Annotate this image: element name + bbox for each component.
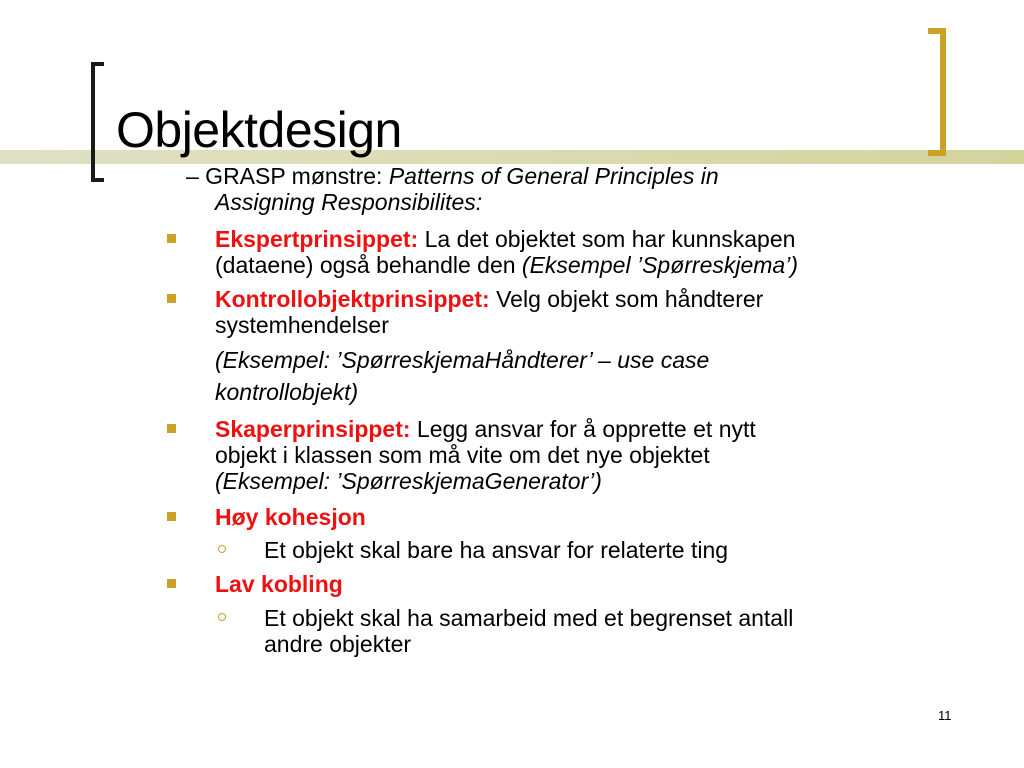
term-kontroll: Kontrollobjektprinsippet: xyxy=(215,286,490,312)
square-bullet-icon xyxy=(167,234,176,243)
list-item-2-line-1 xyxy=(215,286,763,312)
item-2-text-1: Velg objekt som håndterer xyxy=(489,286,764,312)
intro-line-1 xyxy=(186,163,719,189)
square-bullet-icon xyxy=(167,424,176,433)
circle-bullet-icon xyxy=(218,613,226,621)
sub-item-kobling-2: andre objekter xyxy=(264,631,412,657)
term-hoy-kohesjon: Høy kohesjon xyxy=(215,504,366,530)
right-bracket-decoration xyxy=(928,28,946,156)
page-number: 11 xyxy=(938,708,952,723)
intro-prefix: – GRASP mønstre: xyxy=(186,163,389,189)
term-lav-kobling: Lav kobling xyxy=(215,571,343,597)
square-bullet-icon xyxy=(167,579,176,588)
list-item-3-italic: (Eksempel: ’SpørreskjemaGenerator’) xyxy=(215,468,602,494)
sub-item-kobling-1: Et objekt skal ha samarbeid med et begrenset antall xyxy=(264,605,794,631)
list-item-3-line-1 xyxy=(215,416,756,442)
left-bracket-decoration xyxy=(91,62,104,182)
item-1-text-2: (dataene) også behandle den xyxy=(215,252,522,278)
list-item-2-line-2: systemhendelser xyxy=(215,312,389,338)
sub-item-kohesjon: Et objekt skal bare ha ansvar for relaterte ting xyxy=(264,537,729,563)
intro-italic-1: Patterns of General Principles in xyxy=(388,163,719,189)
term-skaper: Skaperprinsippet: xyxy=(215,416,411,442)
square-bullet-icon xyxy=(167,294,176,303)
circle-bullet-icon xyxy=(218,545,226,553)
intro-line-2: Assigning Responsibilites: xyxy=(215,189,483,215)
list-item-2-example-2: kontrollobjekt) xyxy=(215,379,359,405)
square-bullet-icon xyxy=(167,512,176,521)
item-1-text-1: La det objektet som har kunnskapen xyxy=(418,226,796,252)
item-3-text-1: Legg ansvar for å opprette et nytt xyxy=(410,416,756,442)
list-item-3-line-2: objekt i klassen som må vite om det nye objektet xyxy=(215,442,710,468)
list-item-1-line-2 xyxy=(215,252,798,278)
term-ekspert: Ekspertprinsippet: xyxy=(215,226,419,252)
list-item-1-line-1 xyxy=(215,226,795,252)
item-1-italic: (Eksempel ’Spørreskjema’) xyxy=(521,252,798,278)
list-item-2-example-1: (Eksempel: ’SpørreskjemaHåndterer’ – use case xyxy=(215,347,710,373)
slide-title: Objektdesign xyxy=(116,102,402,158)
